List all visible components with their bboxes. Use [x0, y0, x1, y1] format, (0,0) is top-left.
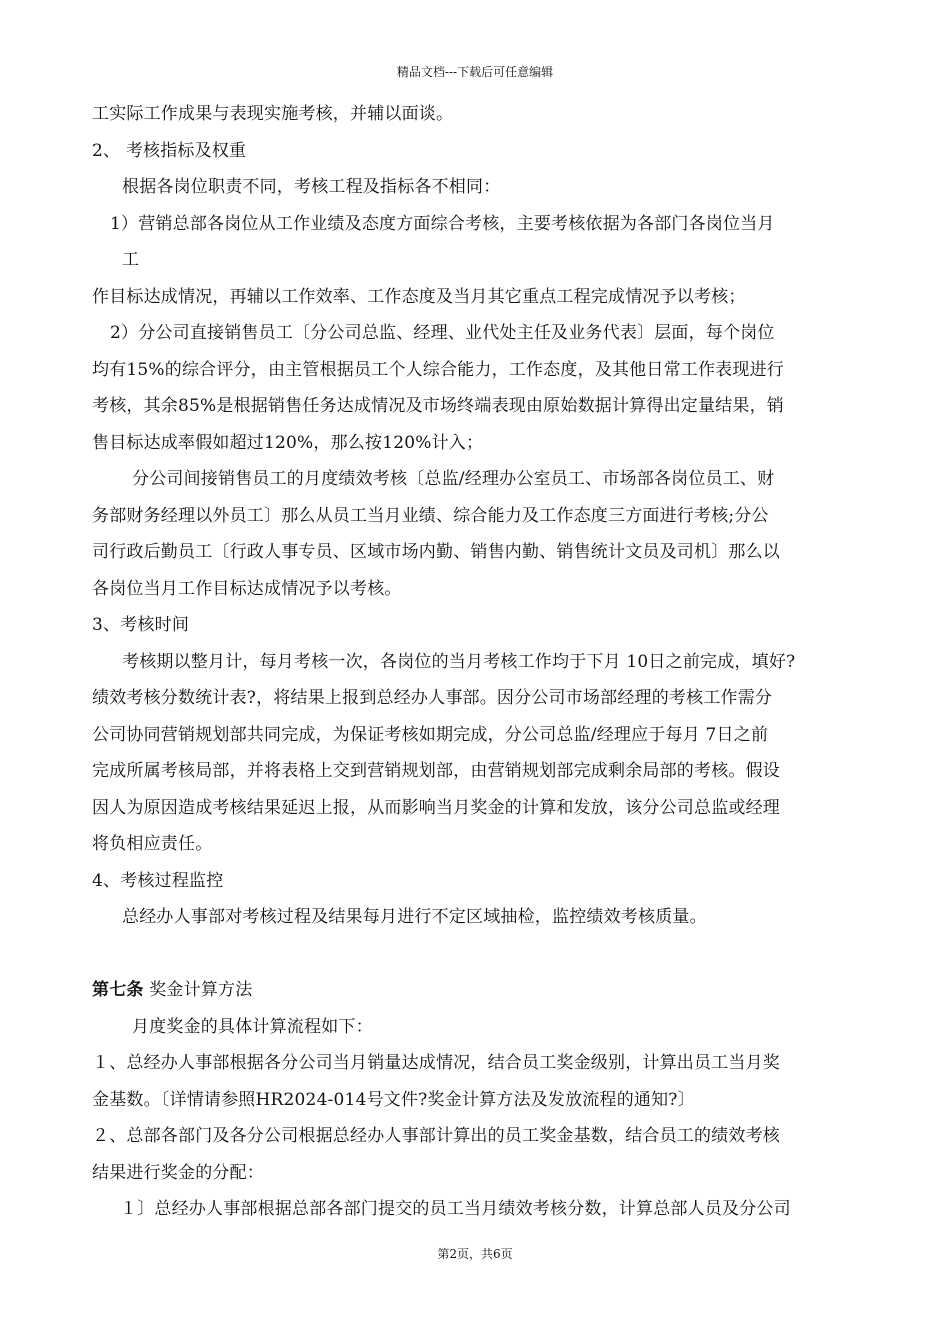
paragraph-line: 司行政后勤员工〔行政人事专员、区域市场内勤、销售内勤、销售统计文员及司机〕那么以	[92, 542, 780, 562]
page-header: 精品文档---下载后可任意编辑	[396, 65, 554, 79]
paragraph-line: 考核，其余85%是根据销售任务达成情况及市场终端表现由原始数据计算得出定量结果，销	[92, 396, 784, 416]
paragraph-line: 公司协同营销规划部共同完成，为保证考核如期完成，分公司总监/经理应于每月 7日之前	[92, 724, 769, 745]
paragraph-line: 月度奖金的具体计算流程如下：	[132, 1016, 373, 1037]
section-heading: 3、考核时间	[92, 615, 190, 635]
paragraph-line: 结果进行奖金的分配：	[92, 1162, 264, 1183]
paragraph-line: 金基数。〔详情请参照HR2024-014号文件?奖金计算方法及发放流程的通知?〕	[92, 1089, 695, 1110]
article-number: 第七条	[92, 980, 144, 1000]
paragraph-line: 总经办人事部对考核过程及结果每月进行不定区域抽检，监控绩效考核质量。	[122, 907, 707, 927]
paragraph-line: 售目标达成率假如超过120%，那么按120%计入；	[92, 432, 484, 453]
paragraph-line: 因人为原因造成考核结果延迟上报，从而影响当月奖金的计算和发放，该分公司总监或经理	[92, 797, 780, 818]
paragraph-line: 各岗位当月工作目标达成情况予以考核。	[92, 578, 402, 599]
paragraph-line: 务部财务经理以外员工〕那么从员工当月业绩、综合能力及工作态度三方面进行考核;分公	[92, 505, 769, 526]
paragraph-line: 工实际工作成果与表现实施考核，并辅以面谈。	[92, 104, 454, 124]
paragraph-line: 工	[122, 250, 140, 270]
paragraph-line: 完成所属考核局部，并将表格上交到营销规划部，由营销规划部完成剩余局部的考核。假设	[92, 761, 780, 781]
article-heading	[92, 972, 872, 1009]
paragraph-line: 1）营销总部各岗位从工作业绩及态度方面综合考核，主要考核依据为各部门各岗位当月	[110, 213, 775, 234]
paragraph-line: 绩效考核分数统计表?，将结果上报到总经办人事部。因分公司市场部经理的考核工作需分	[92, 688, 773, 708]
section-heading: 4、考核过程监控	[92, 870, 224, 891]
section-heading: 2、 考核指标及权重	[92, 140, 247, 161]
article-title: 奖金计算方法	[149, 980, 253, 1000]
blank-line	[92, 936, 872, 973]
paragraph-line: １、总经办人事部根据各分公司当月销量达成情况，结合员工奖金级别，计算出员工当月奖	[92, 1053, 780, 1073]
paragraph-line: 考核期以整月计，每月考核一次，各岗位的当月考核工作均于下月 10日之前完成，填好?	[122, 651, 796, 672]
paragraph-line: 将负相应责任。	[92, 834, 213, 854]
paragraph-line: １〕总经办人事部根据总部各部门提交的员工当月绩效考核分数，计算总部人员及分公司	[120, 1199, 791, 1219]
paragraph-line: 根据各岗位职责不同，考核工程及指标各不相同：	[122, 177, 501, 197]
paragraph-line: 作目标达成情况，再辅以工作效率、工作态度及当月其它重点工程完成情况予以考核；	[92, 286, 746, 307]
paragraph-line: ２、总部各部门及各分公司根据总经办人事部计算出的员工奖金基数，结合员工的绩效考核	[92, 1126, 780, 1146]
page-footer: 第2页，共6页	[437, 1247, 513, 1261]
paragraph-line: 2）分公司直接销售员工〔分公司总监、经理、业代处主任及业务代表〕层面，每个岗位	[110, 323, 775, 343]
paragraph-line: 均有15%的综合评分，由主管根据员工个人综合能力，工作态度，及其他日常工作表现进行	[92, 359, 784, 380]
document-body	[92, 96, 872, 1228]
paragraph-line: 分公司间接销售员工的月度绩效考核〔总监/经理办公室员工、市场部各岗位员工、财	[132, 469, 775, 489]
